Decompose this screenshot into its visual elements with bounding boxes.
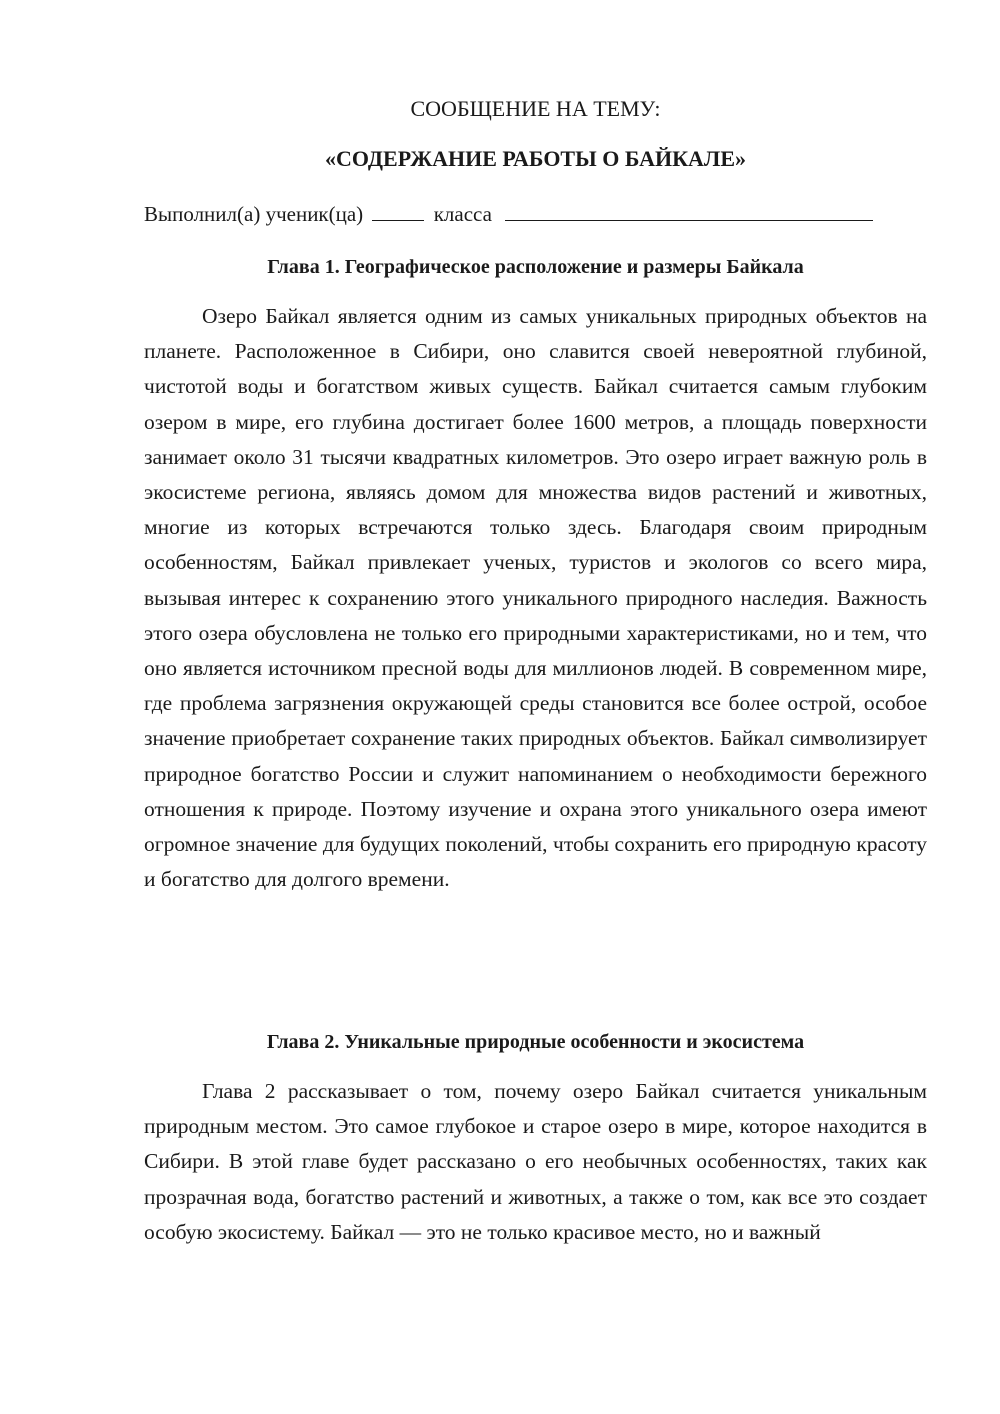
- chapter-2-paragraph: Глава 2 рассказывает о том, почему озеро Байкал считается уникальным природным местом. Это самое глубокое и старое озеро в мире, которое находится в Сибири. В этой главе будет рассказано о его необычных особенностях, таких как прозрачная вода, богатство растений и животных, а также о том, как все это создает особую экосистему. Байкал — это не только красивое место, но и важный: [144, 1079, 927, 1244]
- student-name-blank: [505, 196, 873, 221]
- chapter-1-heading: Глава 1. Географическое расположение и размеры Байкала: [267, 256, 804, 278]
- author-line: [144, 196, 927, 231]
- chapter-1-paragraph: Озеро Байкал является одним из самых уникальных природных объектов на планете. Расположенное в Сибири, оно славится своей невероятной глубиной, чистотой воды и богатством живых существ. Байкал считается самым глубоким озером в мире, его глубина достигает более 1600 метров, а площадь поверхности занимает около 31 тысячи квадратных километров. Это озеро играет важную роль в экосистеме региона, являясь домом для множества видов растений и животных, многие из которых встречаются только здесь. Благодаря своим природным особенностям, Байкал привлекает ученых, туристов и экологов со всего мира, вызывая интерес к сохранению этого уникального природного наследия. Важность этого озера обусловлена не только его природными характеристиками, но и тем, что оно является источником пресной воды для миллионов людей. В современном мире, где проблема загрязнения окружающей среды становится все более острой, особое значение приобретает сохранение таких природных объектов. Байкал символизирует природное богатство России и служит напоминанием о необходимости бережного отношения к природе. Поэтому изучение и охрана этого уникального озера имеют огромное значение для будущих поколений, чтобы сохранить его природную красоту и богатство для долгого времени.: [144, 304, 927, 892]
- class-number-blank: [372, 196, 424, 221]
- author-prefix: Выполнил(а) ученик(ца): [144, 202, 364, 226]
- class-label: класса: [433, 202, 492, 226]
- document-title-line1: СООБЩЕНИЕ НА ТЕМУ:: [410, 96, 661, 121]
- document-title-line2: «СОДЕРЖАНИЕ РАБОТЫ О БАЙКАЛЕ»: [325, 146, 746, 171]
- chapter-2-heading: Глава 2. Уникальные природные особенности и экосистема: [266, 1031, 805, 1053]
